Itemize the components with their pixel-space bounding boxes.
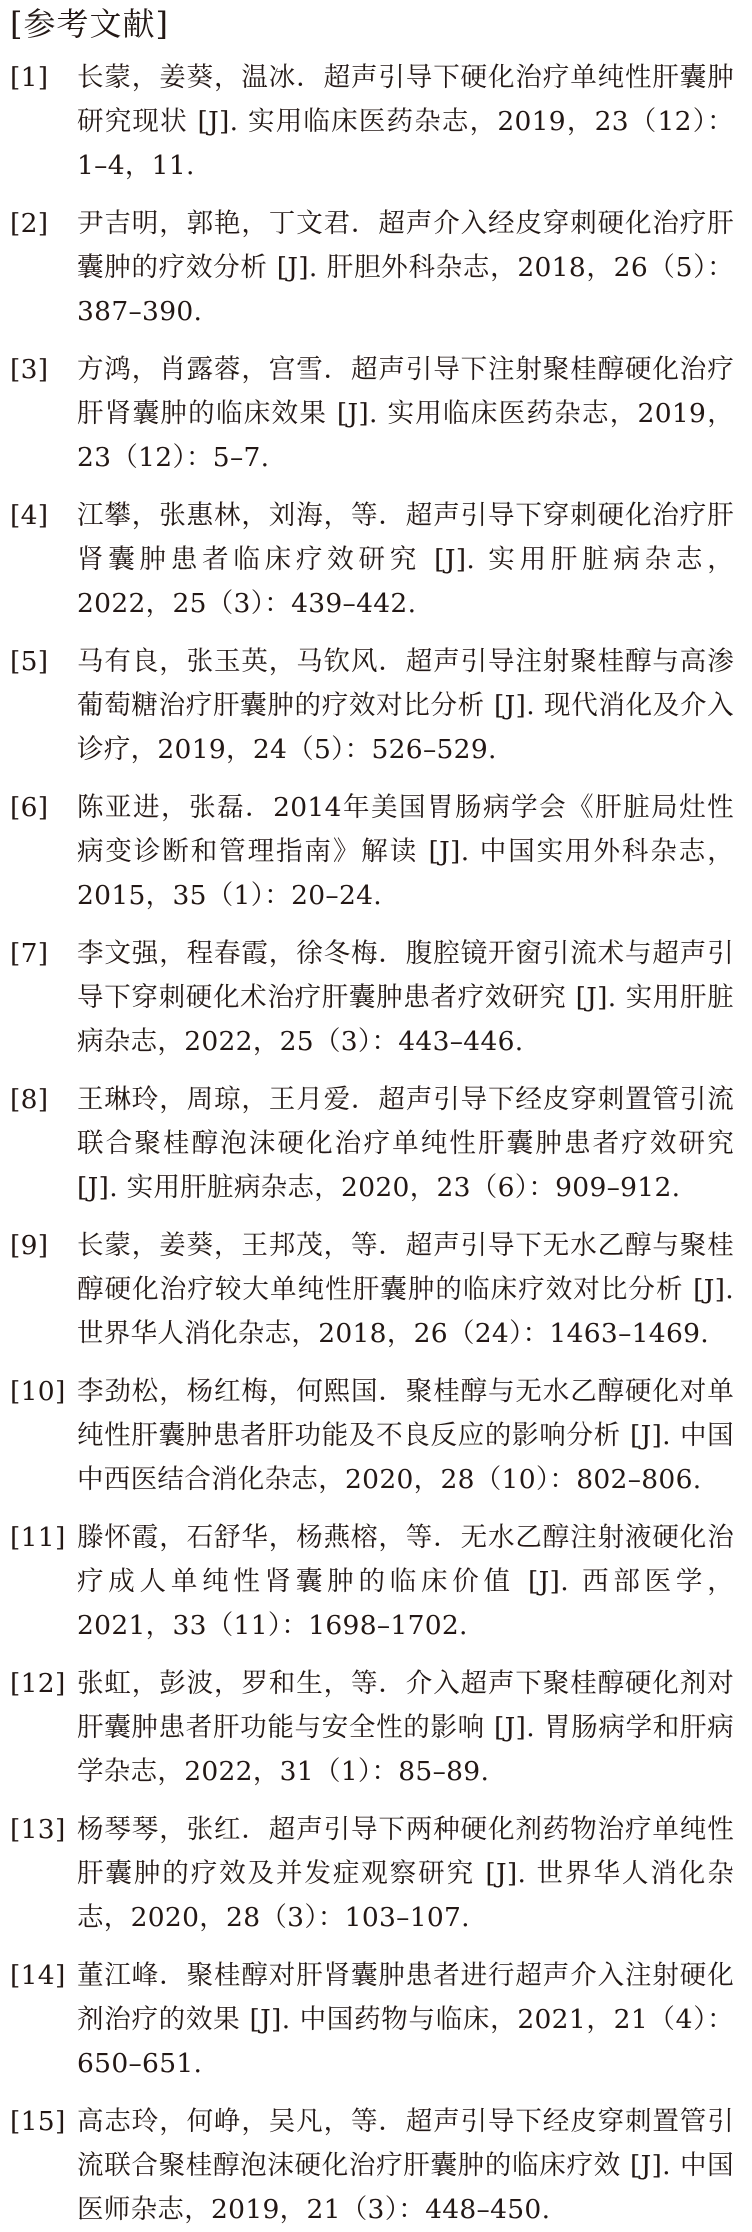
reference-number: [15] bbox=[10, 2106, 66, 2137]
reference-item bbox=[10, 1954, 734, 2086]
reference-text: 李劲松，杨红梅，何熙国．聚桂醇与无水乙醇硬化对单纯性肝囊肿患者肝功能及不良反应的影响分析 [J]. 中国中西医结合消化杂志，2020，28（10）：802–806. bbox=[77, 1376, 734, 1495]
reference-item bbox=[10, 1078, 734, 1210]
reference-list bbox=[10, 56, 734, 2232]
reference-text: 董江峰．聚桂醇对肝肾囊肿患者进行超声介入注射硬化剂治疗的效果 [J]. 中国药物与临床，2021，21（4）：650–651. bbox=[77, 1960, 734, 2079]
reference-number: [5] bbox=[10, 646, 49, 677]
reference-text: 长蒙，姜葵，王邦茂，等．超声引导下无水乙醇与聚桂醇硬化治疗较大单纯性肝囊肿的临床疗效对比分析 [J]. 世界华人消化杂志，2018，26（24）：1463–1469. bbox=[77, 1230, 734, 1349]
reference-item bbox=[10, 1516, 734, 1648]
reference-item bbox=[10, 1808, 734, 1940]
reference-text: 滕怀霞，石舒华，杨燕榕，等．无水乙醇注射液硬化治疗成人单纯性肾囊肿的临床价值 [J]. 西部医学，2021，33（11）：1698–1702. bbox=[77, 1522, 734, 1641]
reference-item bbox=[10, 202, 734, 334]
reference-number: [12] bbox=[10, 1668, 66, 1699]
references-heading: [参考文献] bbox=[10, 5, 169, 43]
reference-item bbox=[10, 494, 734, 626]
reference-text: 杨琴琴，张红．超声引导下两种硬化剂药物治疗单纯性肝囊肿的疗效及并发症观察研究 [J]. 世界华人消化杂志，2020，28（3）：103–107. bbox=[77, 1814, 734, 1933]
reference-item bbox=[10, 56, 734, 188]
reference-text: 陈亚进，张磊．2014年美国胃肠病学会《肝脏局灶性病变诊断和管理指南》解读 [J]. 中国实用外科杂志，2015，35（1）：20–24. bbox=[77, 792, 734, 911]
reference-item bbox=[10, 348, 734, 480]
reference-item bbox=[10, 786, 734, 918]
reference-number: [4] bbox=[10, 500, 49, 531]
reference-number: [10] bbox=[10, 1376, 66, 1407]
reference-text: 张虹，彭波，罗和生，等．介入超声下聚桂醇硬化剂对肝囊肿患者肝功能与安全性的影响 [J]. 胃肠病学和肝病学杂志，2022，31（1）：85–89. bbox=[77, 1668, 734, 1787]
reference-number: [1] bbox=[10, 62, 49, 93]
reference-text: 尹吉明，郭艳，丁文君．超声介入经皮穿刺硬化治疗肝囊肿的疗效分析 [J]. 肝胆外科杂志，2018，26（5）：387–390. bbox=[77, 208, 734, 327]
reference-text: 高志玲，何峥，吴凡，等．超声引导下经皮穿刺置管引流联合聚桂醇泡沫硬化治疗肝囊肿的临床疗效 [J]. 中国医师杂志，2019，21（3）：448–450. bbox=[77, 2106, 734, 2225]
reference-number: [13] bbox=[10, 1814, 66, 1845]
reference-item bbox=[10, 2100, 734, 2232]
reference-item bbox=[10, 932, 734, 1064]
reference-number: [6] bbox=[10, 792, 49, 823]
reference-number: [7] bbox=[10, 938, 49, 969]
reference-text: 长蒙，姜葵，温冰．超声引导下硬化治疗单纯性肝囊肿研究现状 [J]. 实用临床医药杂志，2019，23（12）：1–4，11. bbox=[77, 62, 734, 181]
reference-number: [11] bbox=[10, 1522, 66, 1553]
reference-text: 王琳玲，周琼，王月爱．超声引导下经皮穿刺置管引流联合聚桂醇泡沫硬化治疗单纯性肝囊肿患者疗效研究 [J]. 实用肝脏病杂志，2020，23（6）：909–912. bbox=[77, 1084, 734, 1203]
reference-number: [2] bbox=[10, 208, 49, 239]
reference-number: [14] bbox=[10, 1960, 66, 1991]
reference-number: [8] bbox=[10, 1084, 49, 1115]
reference-text: 方鸿，肖露蓉，宫雪．超声引导下注射聚桂醇硬化治疗肝肾囊肿的临床效果 [J]. 实用临床医药杂志，2019，23（12）：5–7. bbox=[77, 354, 734, 473]
reference-item bbox=[10, 1370, 734, 1502]
reference-number: [9] bbox=[10, 1230, 49, 1261]
reference-text: 江攀，张惠林，刘海，等．超声引导下穿刺硬化治疗肝肾囊肿患者临床疗效研究 [J]. 实用肝脏病杂志，2022，25（3）：439–442. bbox=[77, 500, 734, 619]
reference-text: 李文强，程春霞，徐冬梅．腹腔镜开窗引流术与超声引导下穿刺硬化术治疗肝囊肿患者疗效研究 [J]. 实用肝脏病杂志，2022，25（3）：443–446. bbox=[77, 938, 734, 1057]
reference-item bbox=[10, 1224, 734, 1356]
reference-item bbox=[10, 640, 734, 772]
reference-page bbox=[0, 4, 752, 2225]
reference-text: 马有良，张玉英，马钦风．超声引导注射聚桂醇与高渗葡萄糖治疗肝囊肿的疗效对比分析 [J]. 现代消化及介入诊疗，2019，24（5）：526–529. bbox=[77, 646, 734, 765]
reference-number: [3] bbox=[10, 354, 49, 385]
reference-item bbox=[10, 1662, 734, 1794]
